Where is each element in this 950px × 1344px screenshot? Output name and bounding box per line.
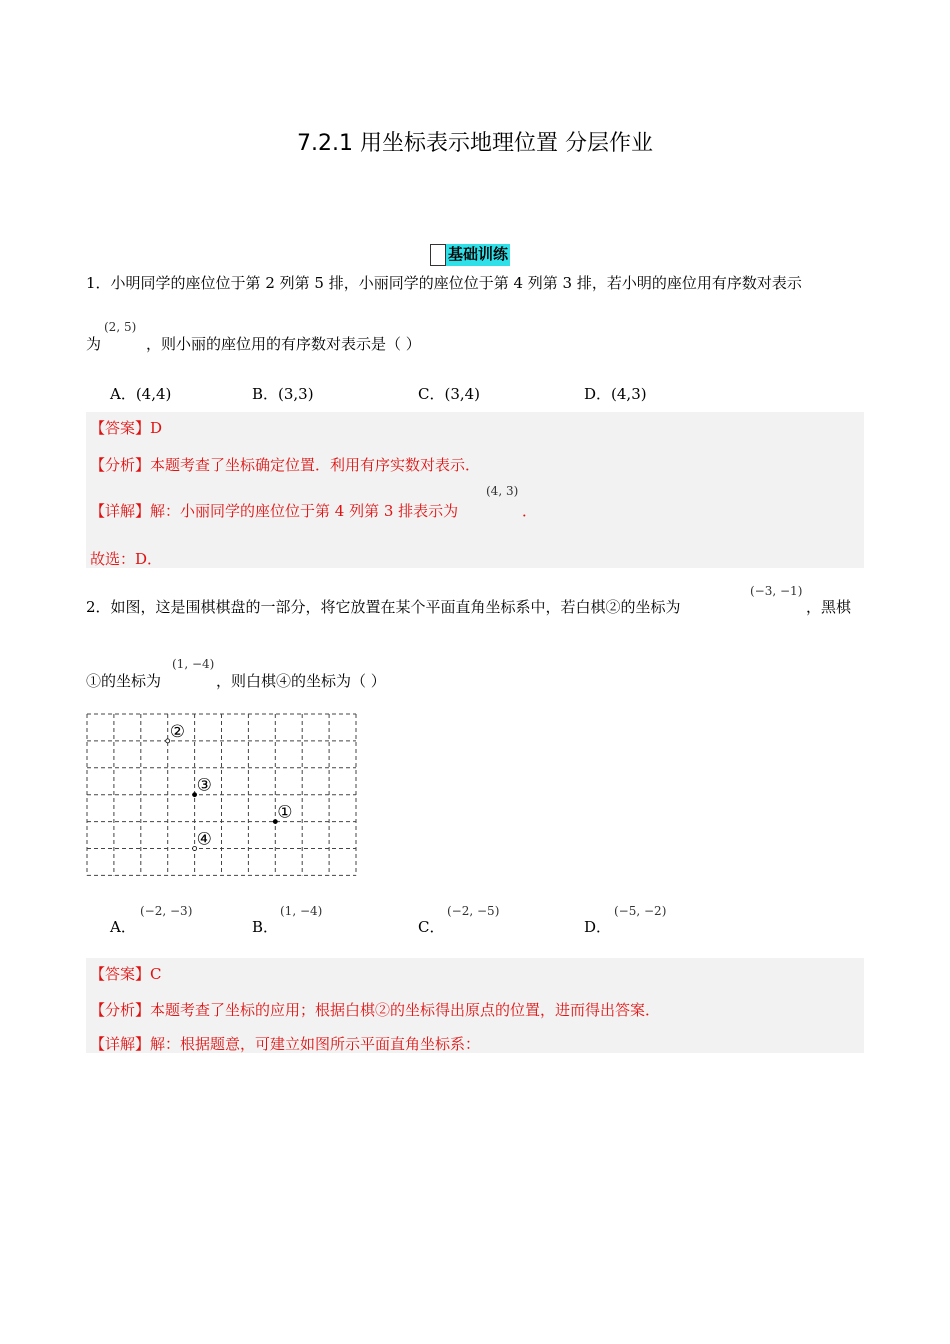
q1-detail-end: ．: [522, 502, 538, 520]
q2-option-c-math: (−2, −5): [447, 904, 500, 918]
stone-label: ①: [277, 802, 293, 823]
q2-option-a-letter: A．: [110, 918, 136, 936]
q2-option-d-math: (−5, −2): [614, 904, 667, 918]
q1-answer: 【答案】D: [90, 419, 163, 437]
q1-conclusion: 故选：D．: [90, 550, 163, 568]
q2-option-c-letter: C．: [418, 918, 445, 936]
section-header: [430, 244, 510, 266]
q2-detail: 【详解】解：根据题意，可建立如图所示平面直角坐标系：: [90, 1035, 481, 1053]
q2-option-b-math: (1, −4): [280, 904, 323, 918]
q1-detail: 【详解】解：小丽同学的座位位于第 4 列第 3 排表示为: [90, 502, 459, 520]
q1-detail-math: (4, 3): [486, 484, 519, 498]
q2-option-b-letter: B．: [252, 918, 279, 936]
q2-option-a-math: (−2, −3): [140, 904, 193, 918]
section-label: 基础训练: [446, 244, 510, 266]
q1-stem-pre: 为: [86, 335, 102, 353]
q1-option-a: A．(4,4): [110, 385, 172, 403]
q2-math-black1: (1, −4): [172, 657, 215, 671]
checkbox-icon: [430, 244, 446, 266]
q2-analysis: 【分析】本题考查了坐标的应用；根据白棋②的坐标得出原点的位置，进而得出答案．: [90, 1001, 661, 1019]
q2-math-white2: (−3, −1): [750, 584, 803, 598]
q1-stem-line1: 1．小明同学的座位位于第 2 列第 5 排，小丽同学的座位位于第 4 列第 3 排，若小明的座位用有序数对表示: [86, 274, 802, 292]
q2-answer: 【答案】C: [90, 965, 162, 983]
page-title: 7.2.1 用坐标表示地理位置 分层作业: [297, 131, 653, 156]
q2-answer-panel: [86, 958, 864, 1053]
stone-label: ③: [196, 775, 212, 796]
go-board-diagram: [86, 713, 358, 877]
q1-math-xiaoming: (2, 5): [104, 320, 137, 334]
q2-stem-line1-end: ，黑棋: [806, 598, 852, 616]
q1-option-b: B．(3,3): [252, 385, 314, 403]
q1-answer-panel: [86, 412, 864, 568]
q2-option-d-letter: D．: [584, 918, 612, 936]
q1-option-d: D．(4,3): [584, 385, 647, 403]
q2-stem-line1: 2．如图，这是围棋棋盘的一部分，将它放置在某个平面直角坐标系中，若白棋②的坐标为: [86, 598, 681, 616]
stone-label: ②: [169, 721, 185, 742]
q2-stem-line2-end: ，则白棋④的坐标为（ ）: [216, 672, 386, 690]
stone-label: ④: [196, 829, 212, 850]
q1-option-c: C．(3,4): [418, 385, 481, 403]
q2-stem-line2: ①的坐标为: [86, 672, 162, 690]
q1-stem-post: ，则小丽的座位用的有序数对表示是（ ）: [146, 335, 421, 353]
q1-analysis: 【分析】本题考查了坐标确定位置．利用有序实数对表示．: [90, 456, 481, 474]
